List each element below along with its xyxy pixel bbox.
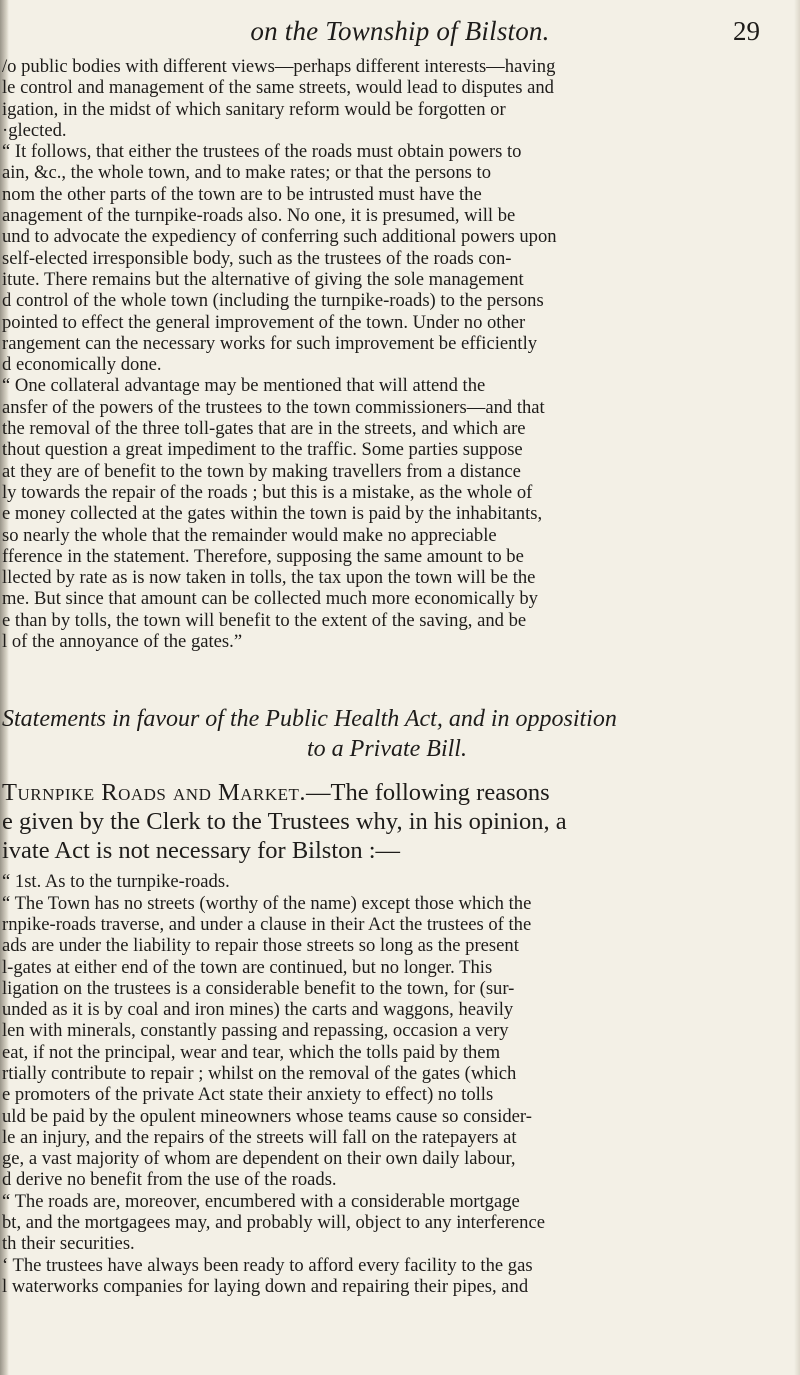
text-line: pointed to effect the general improvement of the town. Under no other <box>2 311 526 333</box>
text-line: uld be paid by the opulent mineowners whose teams cause so consider- <box>2 1105 532 1127</box>
page-body <box>2 56 772 1297</box>
text-line: d control of the whole town (including the turnpike-roads) to the persons <box>2 290 544 312</box>
text-line: ivate Act is not necessary for Bilston :— <box>2 837 401 865</box>
text-line: eat, if not the principal, wear and tear, which the tolls paid by them <box>2 1041 501 1063</box>
section-heading-line-1: Statements in favour of the Public Health Act, and in opposition <box>2 706 617 733</box>
text-line: so nearly the whole that the remainder would make no appreciable <box>2 524 497 546</box>
text-line: ly towards the repair of the roads ; but this is a mistake, as the whole of <box>2 481 533 503</box>
text-line: ge, a vast majority of whom are dependent on their own daily labour, <box>2 1148 516 1170</box>
text-line: igation, in the midst of which sanitary reform would be forgotten or <box>2 98 506 120</box>
text-line: “ The roads are, moreover, encumbered with a considerable mortgage <box>2 1190 520 1212</box>
text-line: l of the annoyance of the gates.” <box>2 631 243 653</box>
text-line: l-gates at either end of the town are continued, but no longer. This <box>2 956 493 978</box>
clerk-reasons-intro <box>2 778 772 865</box>
text-line: rtially contribute to repair ; whilst on the removal of the gates (which <box>2 1062 517 1084</box>
text-line: len with minerals, constantly passing and repassing, occasion a very <box>2 1020 509 1042</box>
text-line: “ One collateral advantage may be mentioned that will attend the <box>2 375 486 397</box>
lead-continuation: —The following reasons <box>306 779 550 807</box>
text-line: “ 1st. As to the turnpike-roads. <box>2 871 230 893</box>
quoted-paragraphs-block <box>2 56 772 652</box>
text-line: rnpike-roads traverse, and under a clause in their Act the trustees of the <box>2 913 532 935</box>
text-line: me. But since that amount can be collected much more economically by <box>2 588 538 610</box>
text-line <box>2 778 772 807</box>
text-line: rangement can the necessary works for such improvement be efficiently <box>2 332 538 354</box>
text-line: ain, &c., the whole town, and to make rates; or that the persons to <box>2 162 491 184</box>
text-line: th their securities. <box>2 1233 135 1255</box>
text-line: ads are under the liability to repair those streets so long as the present <box>2 935 519 957</box>
page-header <box>0 16 800 52</box>
page-number: 29 <box>733 16 760 46</box>
text-line: itute. There remains but the alternative of giving the sole management <box>2 268 524 290</box>
text-line: e promoters of the private Act state their anxiety to effect) no tolls <box>2 1084 494 1106</box>
text-line: at they are of benefit to the town by making travellers from a distance <box>2 460 521 482</box>
text-line: und to advocate the expediency of conferring such additional powers upon <box>2 226 557 248</box>
text-line: the removal of the three toll-gates that are in the streets, and which are <box>2 418 526 440</box>
text-line: llected by rate as is now taken in tolls, the tax upon the town will be the <box>2 567 536 589</box>
text-line: e than by tolls, the town will benefit to the extent of the saving, and be <box>2 609 527 631</box>
text-line: le an injury, and the repairs of the streets will fall on the ratepayers at <box>2 1126 517 1148</box>
text-line: “ The Town has no streets (worthy of the name) except those which the <box>2 892 532 914</box>
text-line: self-elected irresponsible body, such as the trustees of the roads con- <box>2 247 512 269</box>
text-line: e money collected at the gates within the town is paid by the inhabitants, <box>2 503 543 525</box>
text-line: nom the other parts of the town are to be intrusted must have the <box>2 183 482 205</box>
page-right-edge <box>794 0 800 1375</box>
text-line: e given by the Clerk to the Trustees why, in his opinion, a <box>2 808 567 836</box>
clerk-reasons-quote <box>2 871 772 1297</box>
running-head: on the Township of Bilston. <box>250 16 550 46</box>
text-line: le control and management of the same streets, would lead to disputes and <box>2 77 554 99</box>
text-line: ·glected. <box>2 119 67 141</box>
text-line: ansfer of the powers of the trustees to the town commissioners—and that <box>2 396 545 418</box>
text-line: anagement of the turnpike-roads also. No one, it is presumed, will be <box>2 205 516 227</box>
text-line: “ It follows, that either the trustees of the roads must obtain powers to <box>2 141 522 163</box>
text-line: bt, and the mortgagees may, and probably will, object to any interference <box>2 1212 545 1234</box>
section-heading-line-2: to a Private Bill. <box>307 736 467 763</box>
text-line: fference in the statement. Therefore, supposing the same amount to be <box>2 545 524 567</box>
text-line: thout question a great impediment to the traffic. Some parties suppose <box>2 439 523 461</box>
text-line: /o public bodies with different views—perhaps different interests—having <box>2 56 556 77</box>
section-heading <box>2 704 772 764</box>
text-line: d derive no benefit from the use of the roads. <box>2 1169 337 1191</box>
small-caps-lead: Turnpike Roads and Market. <box>2 779 307 807</box>
text-line: ligation on the trustees is a considerable benefit to the town, for (sur- <box>2 977 515 999</box>
text-line: l waterworks companies for laying down and repairing their pipes, and <box>2 1275 529 1297</box>
text-line: ‘ The trustees have always been ready to afford every facility to the gas <box>2 1254 533 1276</box>
text-line: d economically done. <box>2 354 162 376</box>
text-line: unded as it is by coal and iron mines) the carts and waggons, heavily <box>2 999 514 1021</box>
